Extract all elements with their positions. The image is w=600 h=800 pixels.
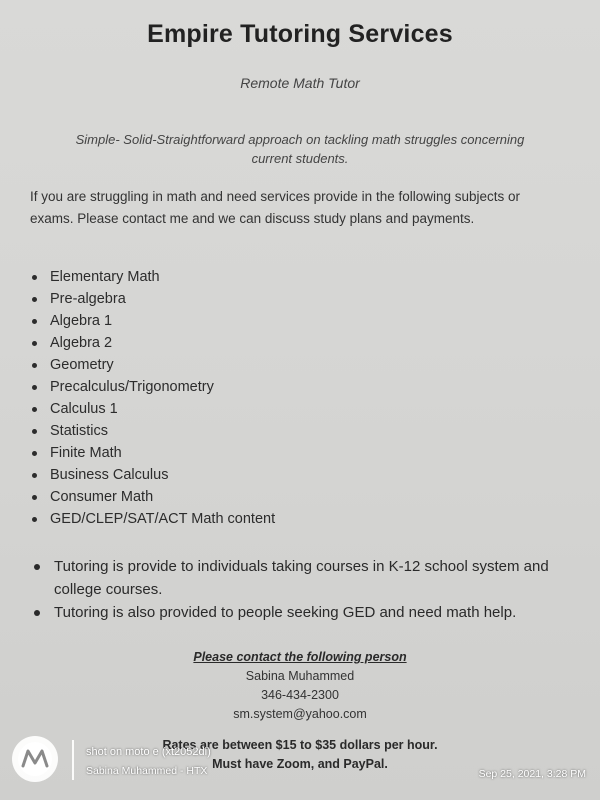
subject-item: Precalculus/Trigonometry xyxy=(30,376,275,398)
contact-email: sm.system@yahoo.com xyxy=(233,707,367,721)
subject-item: Algebra 1 xyxy=(30,310,275,332)
subject-item: Pre-algebra xyxy=(30,288,275,310)
subject-item: Algebra 2 xyxy=(30,332,275,354)
note-item: Tutoring is provide to individuals taking courses in K-12 school system and college courses. xyxy=(28,555,573,601)
subject-item: Business Calculus xyxy=(30,464,275,486)
watermark-author-text: Sabina Muhammed - HTX xyxy=(86,765,208,777)
requirements-line: Must have Zoom, and PayPal. xyxy=(212,757,388,771)
flyer-subtitle: Remote Math Tutor xyxy=(240,75,360,91)
watermark-timestamp: Sep 25, 2021, 3:28 PM xyxy=(478,768,586,780)
subject-item: Finite Math xyxy=(30,442,275,464)
intro-paragraph: If you are struggling in math and need services provide in the following subjects or exams. Please contact me and we can discuss study plans and payments. xyxy=(30,189,521,226)
subject-item: Calculus 1 xyxy=(30,398,275,420)
subject-item: Geometry xyxy=(30,354,275,376)
contact-heading: Please contact the following person xyxy=(193,650,407,664)
note-item: Tutoring is also provided to people seeking GED and need math help. xyxy=(28,601,573,624)
motorola-logo-icon xyxy=(12,736,58,782)
flyer-tagline: Simple- Solid-Straightforward approach on tackling math struggles concerning current students. xyxy=(75,132,525,166)
subject-item: GED/CLEP/SAT/ACT Math content xyxy=(30,508,275,530)
rates-line: Rates are between $15 to $35 dollars per hour. xyxy=(162,738,438,752)
contact-block xyxy=(0,648,600,724)
subjects-list xyxy=(30,266,275,530)
subject-item: Consumer Math xyxy=(30,486,275,508)
notes-list xyxy=(28,555,573,624)
contact-name: Sabina Muhammed xyxy=(245,669,355,683)
watermark-divider xyxy=(72,740,74,780)
contact-phone: 346-434-2300 xyxy=(261,688,339,702)
flyer-title: Empire Tutoring Services xyxy=(147,20,453,48)
subject-item: Elementary Math xyxy=(30,266,275,288)
watermark-device-text: shot on moto e (xt2052dl) xyxy=(86,746,211,758)
subject-item: Statistics xyxy=(30,420,275,442)
